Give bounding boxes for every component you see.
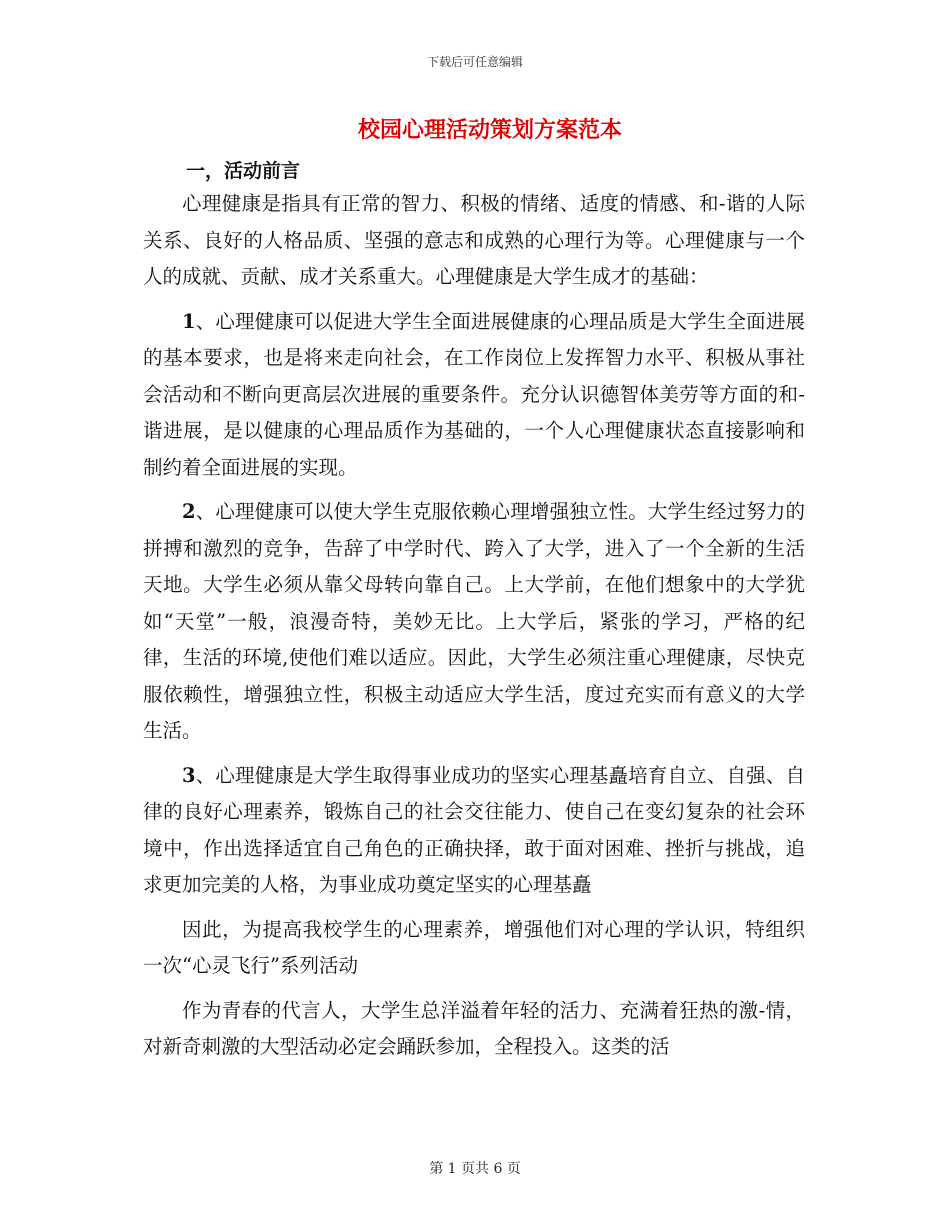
paragraph-text: 、心理健康是大学生取得事业成功的坚实心理基矗培育自立、自强、自律的良好心理素养，锻炼自己的社会交往能力、使自己在变幻复杂的社会环境中，作出选择适宜自己角色的正确抉择，敢于面对困难、挫折与挑战，追求更加完美的人格，为事业成功奠定坚实的心理基矗 [143,763,805,896]
point-number: 3 [182,763,196,787]
paragraph-intro [143,186,805,296]
paragraph-point-2 [143,494,805,750]
point-number: 2 [182,500,196,523]
document-title: 校园心理活动策划方案范本 [357,117,622,143]
section-heading: 一，活动前言 [186,160,301,182]
paragraph-text: 心理健康是指具有正常的智力、积极的情绪、适度的情感、和-谐的人际关系、良好的人格品质、坚强的意志和成熟的心理行为等。心理健康与一个人的成就、贡献、成才关系重大。心理健康是大学生成才的基础： [143,192,805,288]
paragraph-text: 作为青春的代言人，大学生总洋溢着年轻的活力、充满着狂热的激-情，对新奇刺激的大型活动必定会踊跃参加，全程投入。这类的活 [143,998,805,1058]
paragraph-point-3 [143,758,805,904]
paragraph-text: 、心理健康可以使大学生克服依赖心理增强独立性。大学生经过努力的拼搏和激烈的竞争，告辞了中学时代、跨入了大学，进入了一个全新的生活天地。大学生必须从靠父母转向靠自己。上大学前，在他们想象中的大学犹如“天堂”一般，浪漫奇特，美妙无比。上大学后，紧张的学习，严格的纪律，生活的环境,使他们难以适应。因此，大学生必须注重心理健康，尽快克服依赖性，增强独立性，积极主动适应大学生活，度过充实而有意义的大学生活。 [143,500,805,742]
paragraph-text: 、心理健康可以促进大学生全面进展健康的心理品质是大学生全面进展的基本要求，也是将来走向社会，在工作岗位上发挥智力水平、积极从事社会活动和不断向更高层次进展的重要条件。充分认识德智体美劳等方面的和-谐进展，是以健康的心理品质作为基础的，一个人心理健康状态直接影响和制约着全面进展的实现。 [143,309,805,479]
document-body [143,186,805,1074]
paragraph-point-1 [143,304,805,487]
paragraph-text: 因此，为提高我校学生的心理素养，增强他们对心理的学认识，特组织一次“心灵飞行”系列活动 [143,917,805,977]
page-header: 下载后可任意编辑 [426,55,523,69]
paragraph-therefore [143,912,805,985]
page-footer: 第 1 页共 6 页 [429,1161,521,1177]
point-number: 1 [182,309,196,333]
paragraph-youth [143,993,805,1066]
